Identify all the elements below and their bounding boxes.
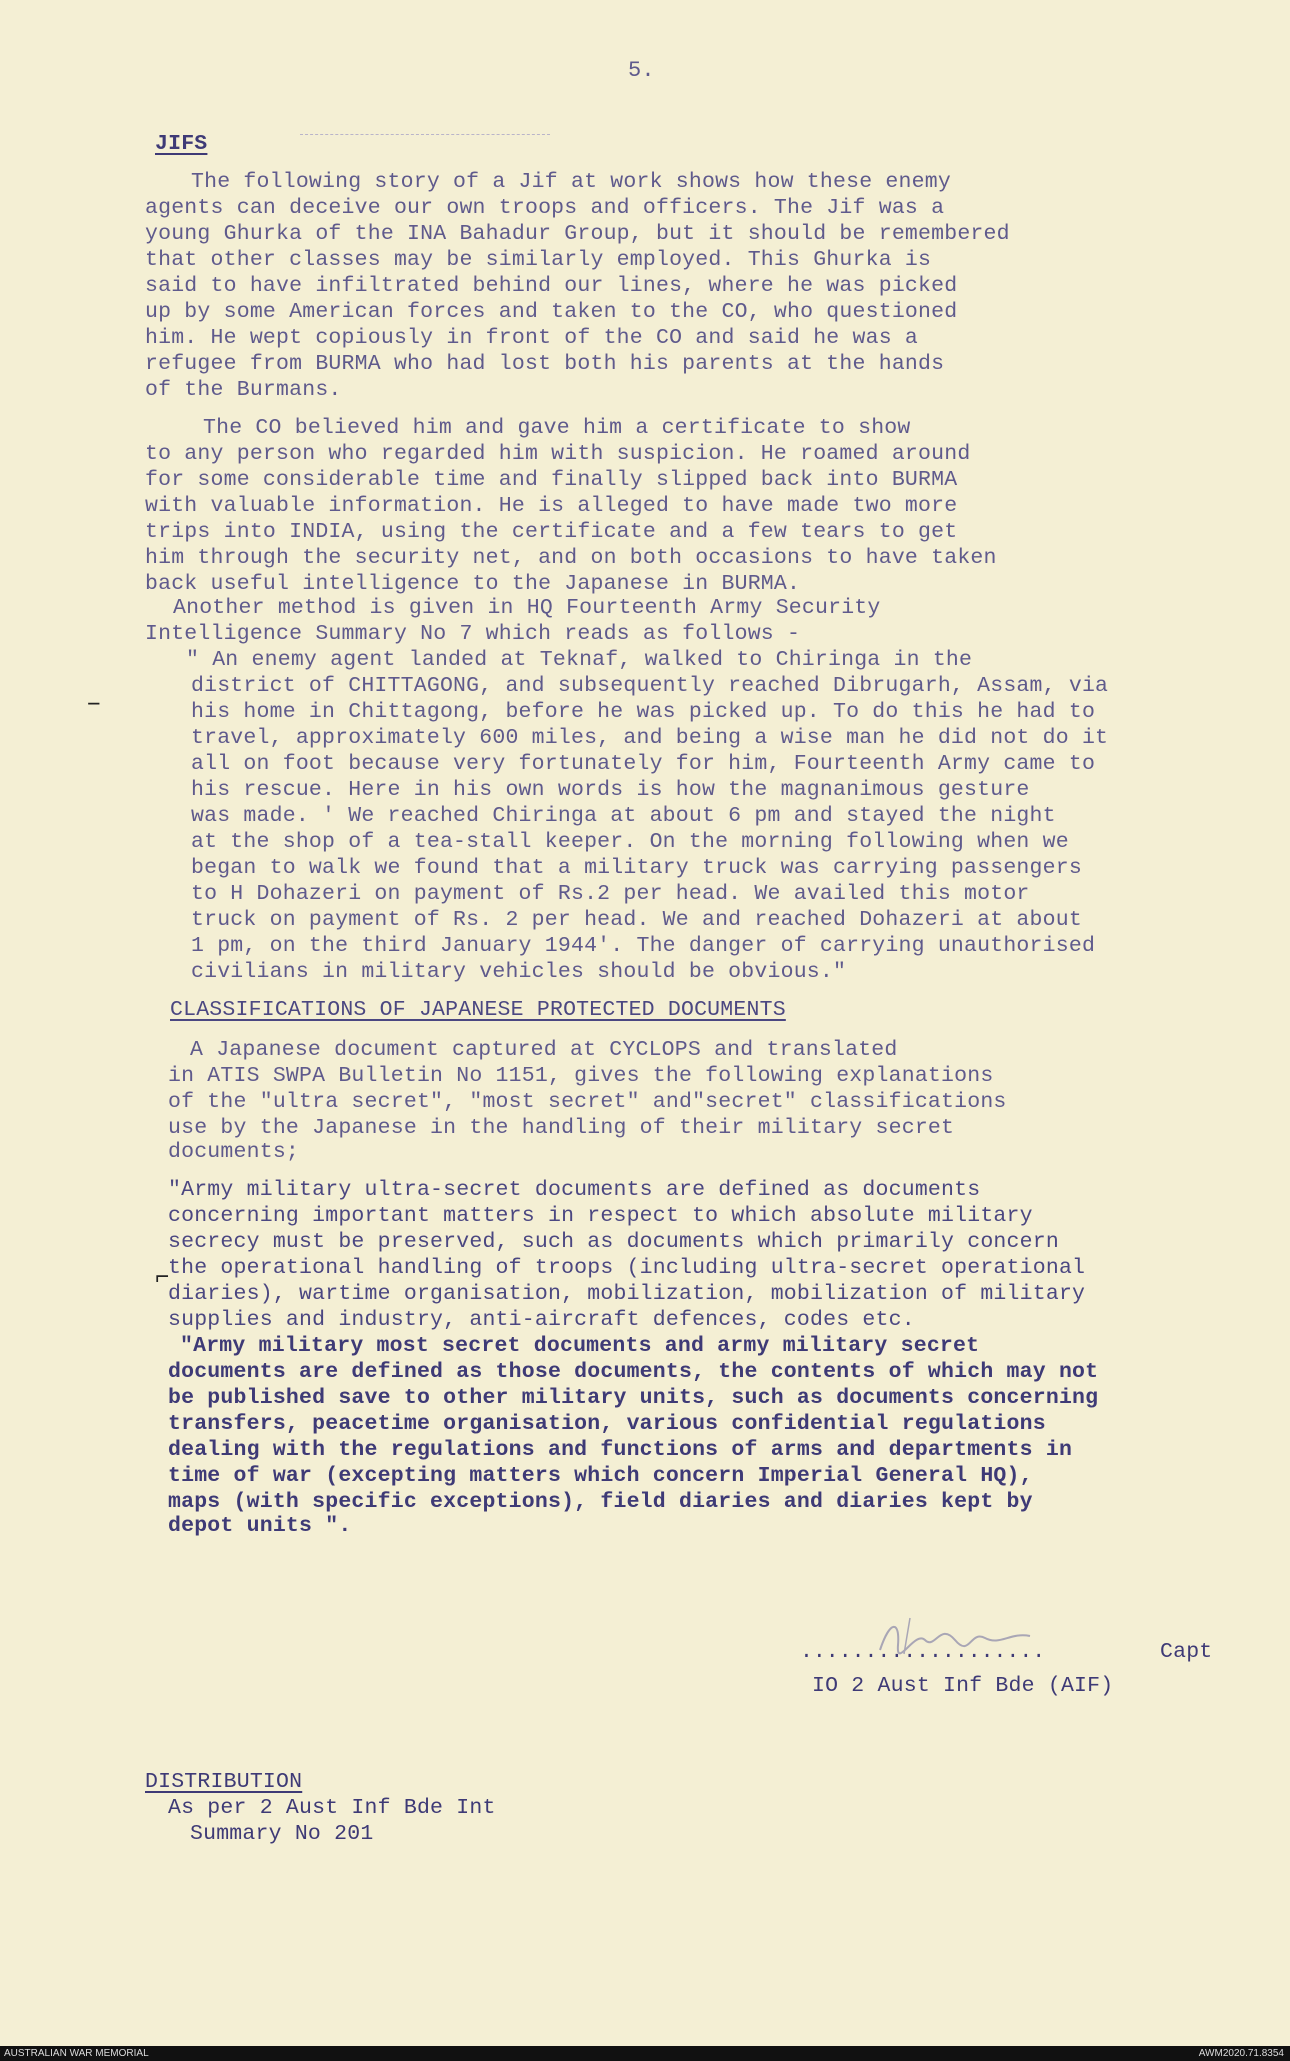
text-line: "Army military most secret documents and army military secret (180, 1334, 980, 1358)
classifications-heading: CLASSIFICATIONS OF JAPANESE PROTECTED DOCUMENTS (170, 998, 786, 1022)
text-line: at the shop of a tea-stall keeper. On the morning following when we (191, 830, 1069, 854)
signature-dotted-line: ................... (800, 1640, 1046, 1664)
text-line: refugee from BURMA who had lost both his parents at the hands (145, 352, 945, 376)
text-line: him. He wept copiously in front of the CO and said he was a (145, 326, 919, 350)
text-line: diaries), wartime organisation, mobilization, mobilization of military (168, 1282, 1086, 1306)
text-line: trips into INDIA, using the certificate and a few tears to get (145, 520, 958, 544)
text-line: to any person who regarded him with suspicion. He roamed around (145, 442, 971, 466)
signature-rank: Capt (1160, 1640, 1213, 1664)
text-line: in ATIS SWPA Bulletin No 1151, gives the following explanations (168, 1064, 994, 1088)
signature-unit: IO 2 Aust Inf Bde (AIF) (812, 1674, 1114, 1698)
text-line: began to walk we found that a military truck was carrying passengers (191, 856, 1082, 880)
footer-reference: AWM2020.71.8354 (1198, 2048, 1284, 2059)
text-line: with valuable information. He is alleged to have made two more (145, 494, 958, 518)
text-line: secrecy must be preserved, such as documents which primarily concern (168, 1230, 1059, 1254)
text-line: civilians in military vehicles should be obvious." (191, 960, 847, 984)
text-line: all on foot because very fortunately for him, Fourteenth Army came to (191, 752, 1096, 776)
text-line: documents are defined as those documents, the contents of which may not (168, 1360, 1099, 1384)
text-line: be published save to other military units, such as documents concerning (168, 1386, 1099, 1410)
text-line: supplies and industry, anti-aircraft defences, codes etc. (168, 1308, 915, 1332)
distribution-line: Summary No 201 (190, 1822, 374, 1846)
text-line: "Army military ultra-secret documents are defined as documents (168, 1178, 981, 1202)
distribution-line: As per 2 Aust Inf Bde Int (168, 1796, 496, 1820)
text-line: up by some American forces and taken to the CO, who questioned (145, 300, 958, 324)
text-line: that other classes may be similarly employed. This Ghurka is (145, 248, 932, 272)
text-line: travel, approximately 600 miles, and being a wise man he did not do it (191, 726, 1109, 750)
distribution-heading: DISTRIBUTION (145, 1770, 303, 1794)
text-line: back useful intelligence to the Japanese in BURMA. (145, 572, 801, 596)
text-line: A Japanese document captured at CYCLOPS and translated (190, 1038, 898, 1062)
margin-dash-mark: – (86, 688, 102, 718)
text-line: The following story of a Jif at work shows how these enemy (191, 170, 951, 194)
text-line: district of CHITTAGONG, and subsequently reached Dibrugarh, Assam, via (191, 674, 1109, 698)
margin-bracket-mark: ⌐ (155, 1265, 170, 1292)
text-line: truck on payment of Rs. 2 per head. We and reached Dohazeri at about (191, 908, 1082, 932)
text-line: depot units ". (168, 1514, 352, 1538)
text-line: The CO believed him and gave him a certificate to show (203, 416, 911, 440)
text-line: use by the Japanese in the handling of their military secret (168, 1116, 955, 1140)
text-line: for some considerable time and finally slipped back into BURMA (145, 468, 958, 492)
text-line: 1 pm, on the third January 1944'. The danger of carrying unauthorised (191, 934, 1096, 958)
text-line: was made. ' We reached Chiringa at about 6 pm and stayed the night (191, 804, 1056, 828)
text-line: the operational handling of troops (including ultra-secret operational (168, 1256, 1086, 1280)
text-line: " An enemy agent landed at Teknaf, walked to Chiringa in the (186, 648, 973, 672)
text-line: maps (with specific exceptions), field diaries and diaries kept by (168, 1490, 1033, 1514)
text-line: dealing with the regulations and functions of arms and departments in (168, 1438, 1073, 1462)
text-line: young Ghurka of the INA Bahadur Group, but it should be remembered (145, 222, 1010, 246)
text-line: time of war (excepting matters which concern Imperial General HQ), (168, 1464, 1033, 1488)
text-line: said to have infiltrated behind our lines, where he was picked (145, 274, 958, 298)
footer-institution: AUSTRALIAN WAR MEMORIAL (4, 2048, 149, 2059)
text-line: his home in Chittagong, before he was picked up. To do this he had to (191, 700, 1096, 724)
text-line: to H Dohazeri on payment of Rs.2 per head. We availed this motor (191, 882, 1030, 906)
text-line: concerning important matters in respect to which absolute military (168, 1204, 1033, 1228)
text-line: of the "ultra secret", "most secret" and"secret" classifications (168, 1090, 1007, 1114)
page-number: 5. (628, 58, 655, 83)
text-line: him through the security net, and on both occasions to have taken (145, 546, 997, 570)
text-line: Intelligence Summary No 7 which reads as follows - (145, 622, 801, 646)
text-line: Another method is given in HQ Fourteenth Army Security (173, 596, 881, 620)
text-line: agents can deceive our own troops and officers. The Jif was a (145, 196, 945, 220)
text-line: documents; (168, 1140, 300, 1164)
text-line: his rescue. Here in his own words is how the magnanimous gesture (191, 778, 1030, 802)
text-line: transfers, peacetime organisation, various confidential regulations (168, 1412, 1046, 1436)
heading-rule (300, 134, 550, 135)
text-line: of the Burmans. (145, 378, 342, 402)
jifs-heading: JIFS (155, 132, 208, 156)
